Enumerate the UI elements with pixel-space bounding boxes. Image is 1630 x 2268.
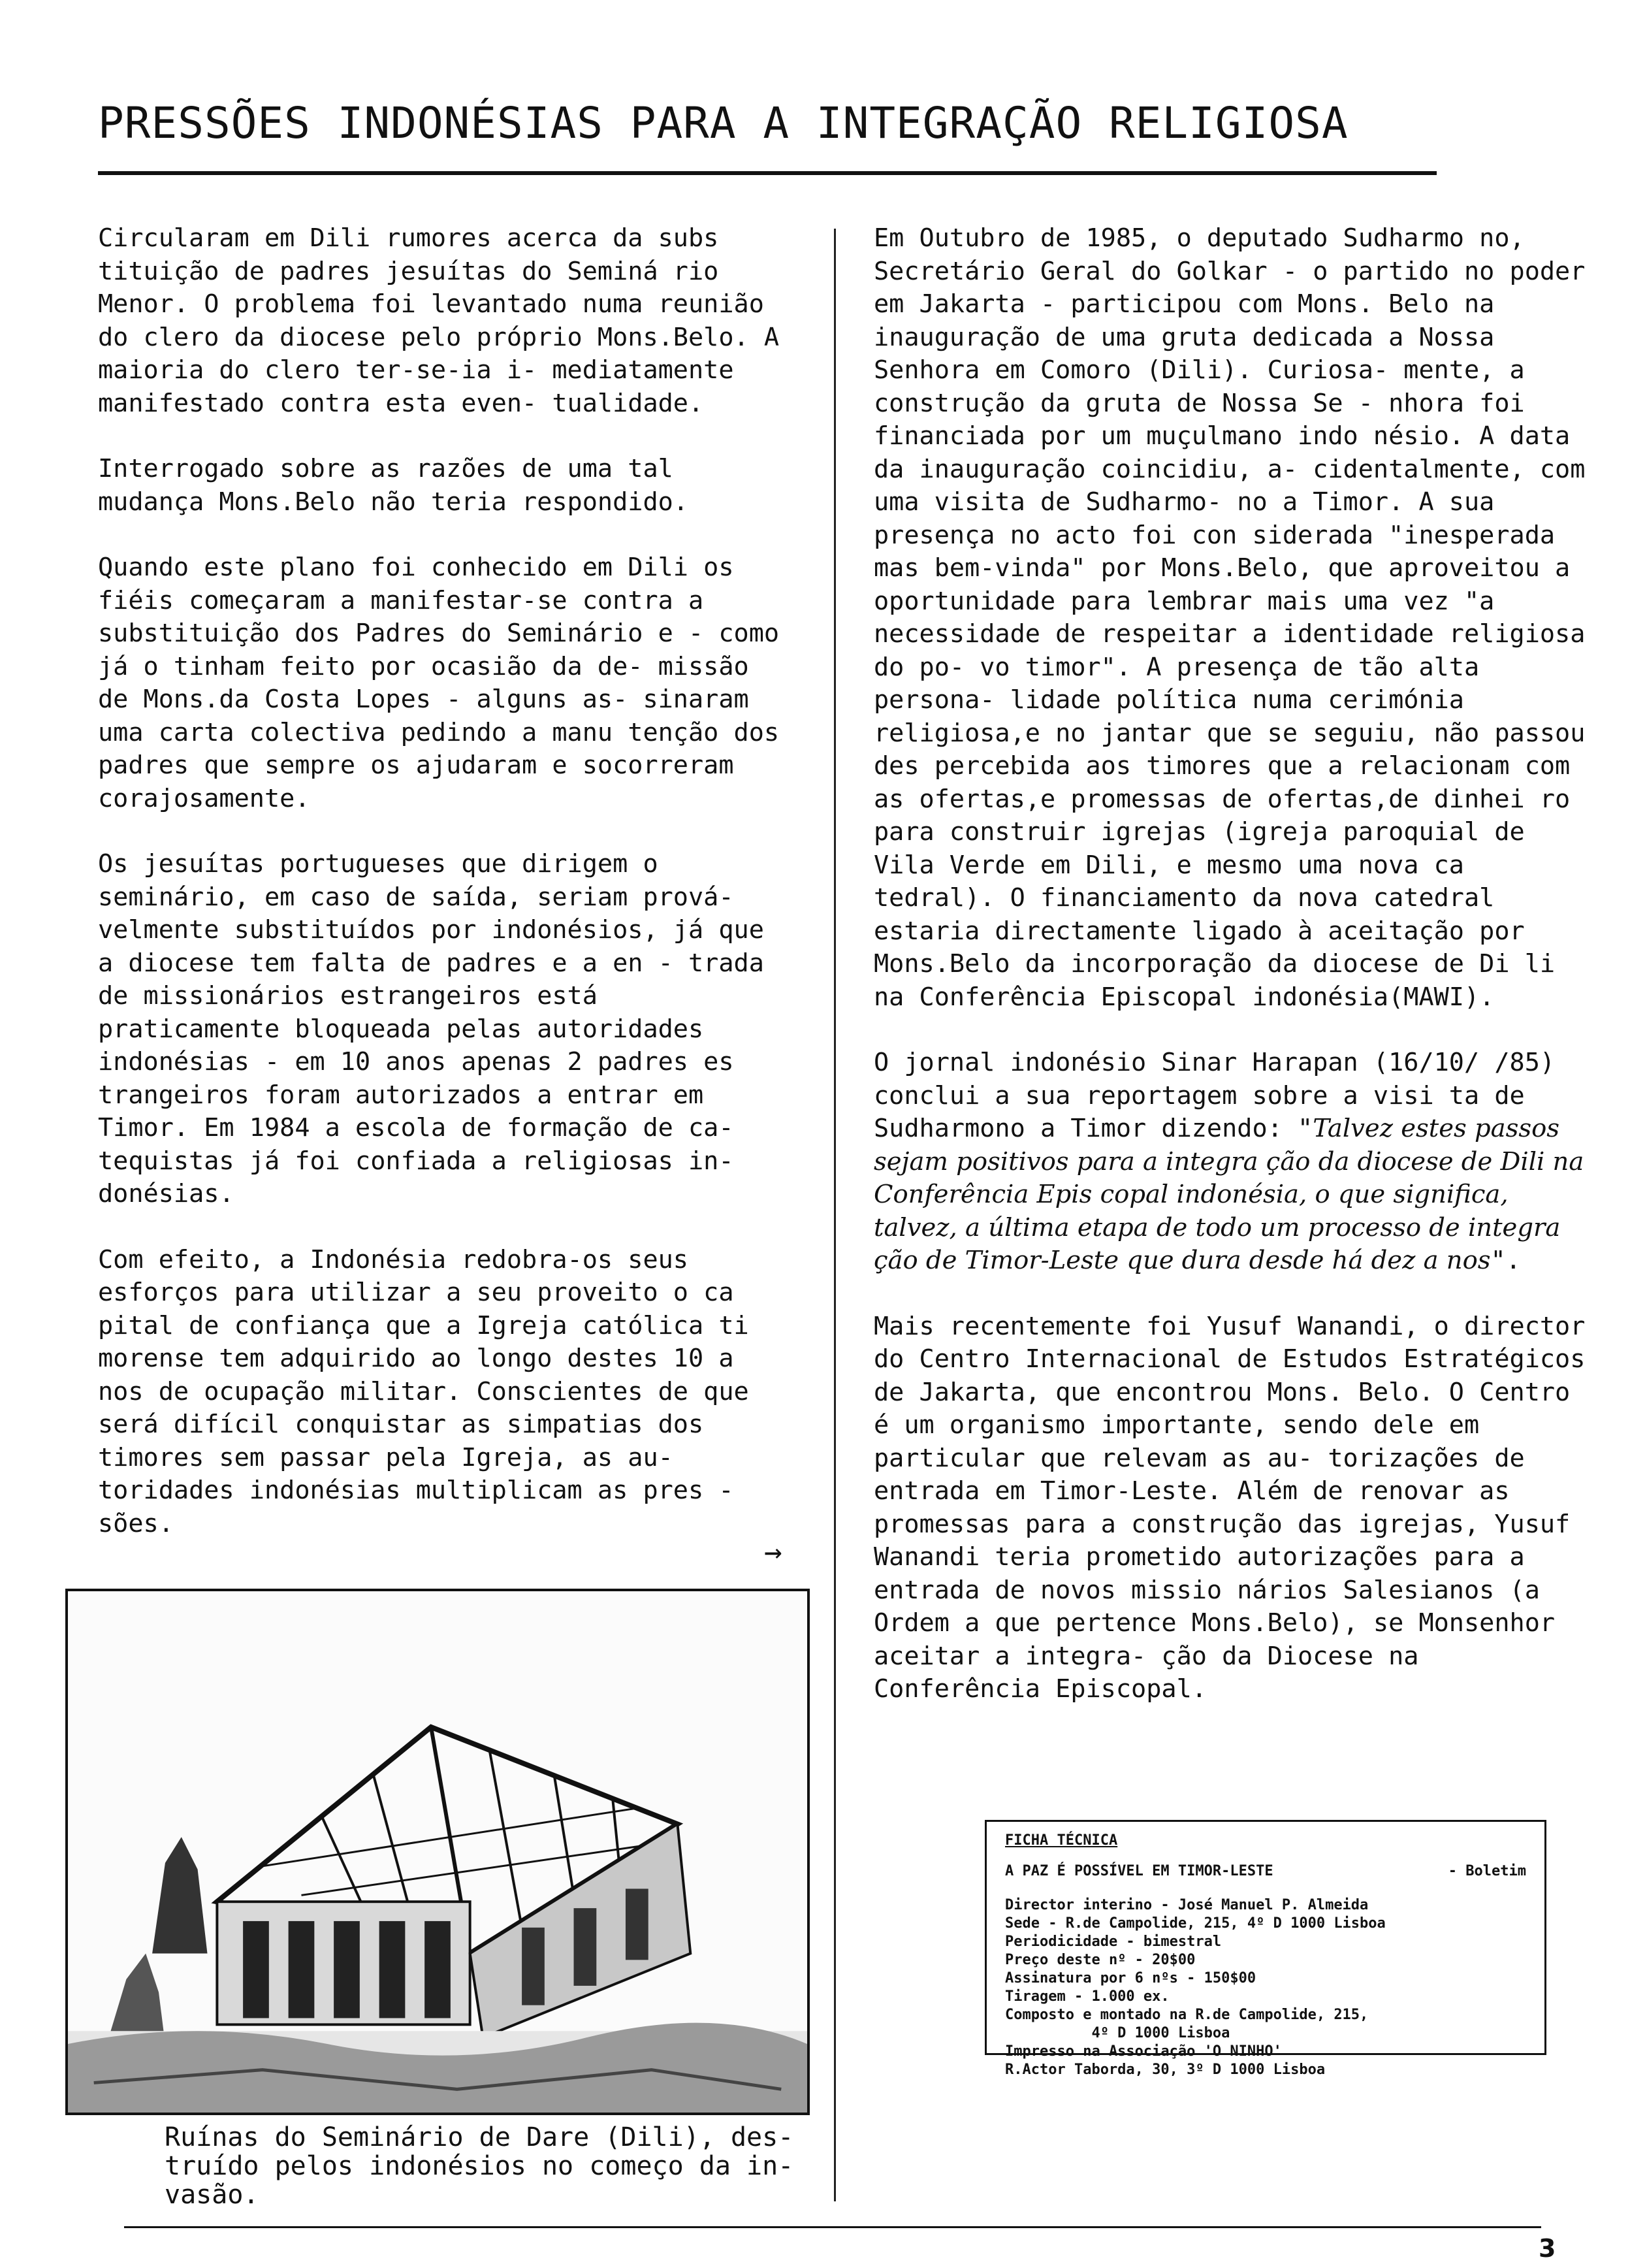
column-divider [834,229,836,2201]
quote-end: ". [1490,1246,1521,1275]
left-column [98,222,790,1573]
right-paragraph-1: Em Outubro de 1985, o deputado Sudharmo no, Secretário Geral do Golkar - o partido no poder em Jakarta - participou com Mons. Belo na inauguração de uma gruta dedicada a Nossa Senhora em Comoro (Dili). Curiosa- mente, a construção da gruta de Nossa Se - nhora foi financiada por um muçulmano indo nésio. A data da inauguração coincidiu, a- cidentalmente, com uma visita de Sudharmo- no a Timor. A sua presença no acto foi con siderada "inesperada mas bem-vinda" por Mons.Belo, que aproveitou a oportunidade para lembrar mais uma vez "a necessidade de respeitar a identidade religiosa do po- vo timor". A presença de tão alta persona- lidade política numa cerimónia religiosa,e no jantar que se seguiu, não passou des percebida aos timores que a relacionam com as ofertas,e promessas de ofertas,de dinhei ro para construir igrejas (igreja paroquial de Vila Verde em Dili, e mesmo uma nova ca tedral). O financiamento da nova catedral estaria directamente ligado à aceitação por Mons.Belo da incorporação da diocese de Di li na Conferência Episcopal indonésia(MAWI). [874,223,1586,1012]
ficha-line: Director interino - José Manuel P. Almeida [1005,1897,1369,1913]
right-column [874,222,1586,1739]
seminary-ruins-photo [65,1589,810,2115]
ficha-line: 4º D 1000 Lisboa [1005,2025,1230,2041]
sinar-harapan-quote: Talvez estes passos sejam positivos para a integra ção da diocese de Dili na Conferência Epis copal indonésia, o que significa, talvez, a última etapa de todo um processo de integra ção de Timor-Leste que dura desde há dez a nos [874,1114,1584,1275]
ruins-illustration [68,1591,807,2113]
ficha-line: Impresso na Associação 'O NINHO' [1005,2043,1282,2060]
left-paragraph-2: Interrogado sobre as razões de uma tal mudança Mons.Belo não teria respondido. [98,454,688,517]
continue-arrow-icon: → [764,1534,782,1569]
page-title: PRESSÕES INDONÉSIAS PARA A INTEGRAÇÃO RELIGIOSA [98,98,1349,148]
right-paragraph-2 [874,1046,1586,1278]
ficha-publication-row [1005,1863,1526,1879]
ficha-line: Sede - R.de Campolide, 215, 4º D 1000 Lisboa [1005,1915,1386,1932]
ficha-tecnica-box [985,1820,1546,2078]
ficha-type: - Boletim [1448,1863,1526,1879]
title-underline [98,171,1437,175]
left-paragraph-5: Com efeito, a Indonésia redobra-os seus esforços para utilizar a seu proveito o ca pital de confiança que a Igreja católica ti morense tem adquirido ao longo destes 10 a nos de ocupação militar. Conscientes de que será difícil conquistar as simpatias dos timores sem passar pela Igreja, as au- toridades indonésias multiplicam as pres - sões. [98,1244,749,1538]
right-paragraph-3: Mais recentemente foi Yusuf Wanandi, o director do Centro Internacional de Estudos Estratégicos de Jakarta, que encontrou Mons. Belo. O Centro é um organismo importante, sendo dele em particular que relevam as au- torizações de entrada em Timor-Leste. Além de renovar as promessas para a construção das igrejas, Yusuf Wanandi teria prometido autorizações para a entrada de novos missio nários Salesianos (a Ordem a que pertence Mons.Belo), se Monsenhor aceitar a integra- ção da Diocese na Conferência Episcopal. [874,1311,1586,1704]
ficha-line: Periodicidade - bimestral [1005,1934,1222,1950]
ficha-line: R.Actor Taborda, 30, 3º D 1000 Lisboa [1005,2062,1326,2078]
left-paragraph-4: Os jesuítas portugueses que dirigem o seminário, em caso de saída, seriam prová- velmente substituídos por indonésios, já que a diocese tem falta de padres e a en - trada de missionários estrangeiros está praticamente bloqueada pelas autoridades indonésias - em 10 anos apenas 2 padres es trangeiros foram autorizados a entrar em Timor. Em 1984 a escola de formação de ca- tequistas já foi confiada a religiosas in- donésias. [98,849,764,1208]
ficha-line: Composto e montado na R.de Campolide, 215, [1005,2007,1369,2023]
left-paragraph-3: Quando este plano foi conhecido em Dili os fiéis começaram a manifestar-se contra a substituição dos Padres do Seminário e - como já o tinham feito por ocasião da de- missão de Mons.da Costa Lopes - alguns as- sinaram uma carta colectiva pedindo a manu tenção dos padres que sempre os ajudaram e socorreram corajosamente. [98,553,780,813]
quote-intro: O jornal indonésio Sinar Harapan (16/10/ /85) conclui a sua reportagem sobre a visi ta de Sudharmono a Timor dizendo: " [874,1048,1556,1143]
ficha-tecnica-title: FICHA TÉCNICA [1005,1832,1118,1849]
footer-rule [124,2226,1541,2228]
ficha-line: Assinatura por 6 nºs - 150$00 [1005,1970,1256,1986]
ficha-publication: A PAZ É POSSÍVEL EM TIMOR-LESTE [1005,1863,1273,1879]
left-paragraph-1: Circularam em Dili rumores acerca da subs tituição de padres jesuítas do Seminá rio Menor. O problema foi levantado numa reunião do clero da diocese pelo próprio Mons.Belo. A maioria do clero ter-se-ia i- mediatamente manifestado contra esta even- tualidade. [98,223,780,418]
page-number: 3 [1539,2234,1556,2263]
ficha-line: Preço deste nº - 20$00 [1005,1952,1196,1968]
photo-caption: Ruínas do Seminário de Dare (Dili), des- truído pelos indonésios no começo da in- vasão. [165,2122,794,2210]
ficha-line: Tiragem - 1.000 ex. [1005,1988,1170,2005]
